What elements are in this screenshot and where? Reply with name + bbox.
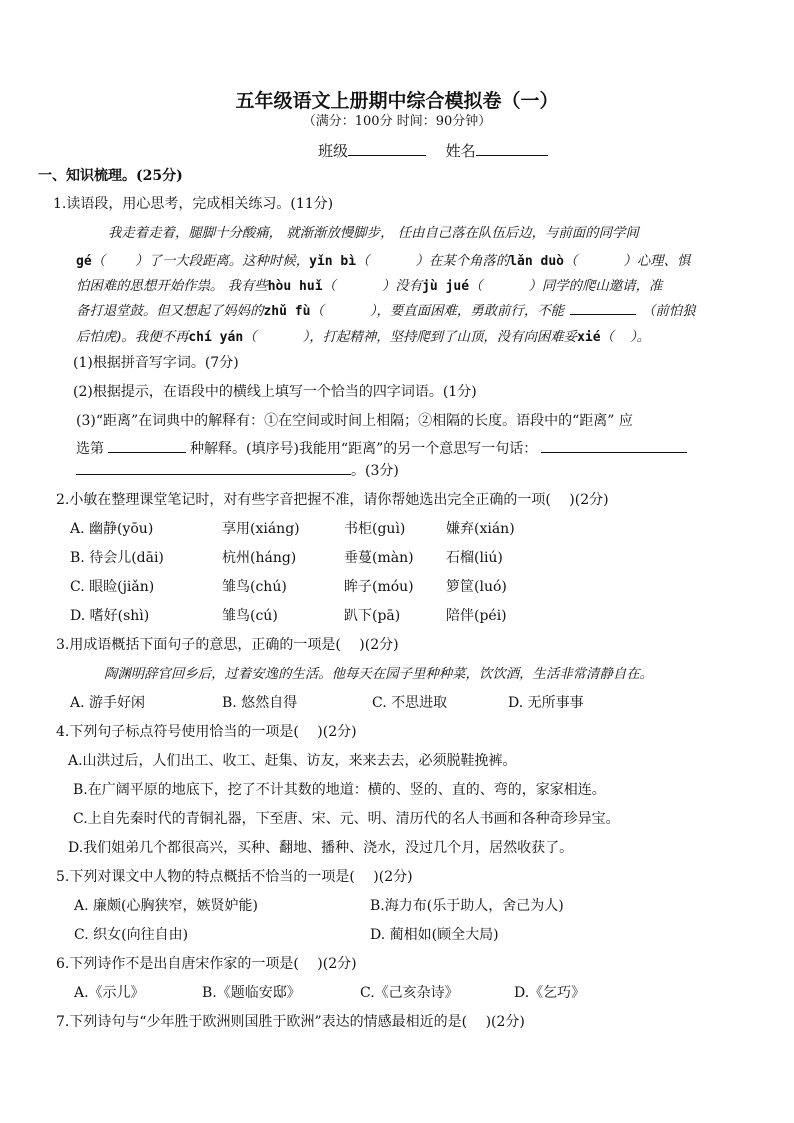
q2-option-c[interactable]: C. 眼睑(jiǎn) xyxy=(70,579,155,595)
q1-text: 备打退堂鼓。但又想起了妈妈的 xyxy=(76,304,264,319)
q6-stem: 6.下列诗作不是出自唐宋作家的一项是( )(2分) xyxy=(56,956,357,972)
sentence-blank-1[interactable] xyxy=(541,452,687,453)
q3-stem: 3.用成语概括下面句子的意思，正确的一项是( )(2分) xyxy=(56,637,399,653)
pinyin-houhui: hòu huǐ xyxy=(267,279,323,294)
q2-option-word: 箩筐(luó) xyxy=(446,579,507,595)
q4-stem: 4.下列句子标点符号使用恰当的一项是( )(2分) xyxy=(56,724,357,740)
q1-text: 种解释。(填序号)我能用“距离”的另一个意思写一句话： xyxy=(190,441,538,457)
q1-text: ）在某个角落的 xyxy=(415,254,510,269)
q1-text: ）了一大段距离。这种时候， xyxy=(135,254,310,269)
q6-option-c[interactable]: C.《己亥杂诗》 xyxy=(360,985,459,1001)
q1-text: ）心理、惧 xyxy=(623,254,691,269)
q2-option-word: 雏鸟(chú) xyxy=(222,579,287,595)
q1-text: 。(3分) xyxy=(351,463,399,479)
q1-text: 怕困难的思想开始作祟。 我有些 xyxy=(76,279,268,294)
q3-text: 陶渊明辞官回乡后，过着安逸的生活。他每天在园子里种种菜，饮饮酒，生活非常清静自在。 xyxy=(104,667,654,682)
q2-option-word: 雏鸟(cú) xyxy=(222,608,278,624)
q2-option-b[interactable]: B. 待会儿(dāi) xyxy=(70,550,164,566)
name-blank[interactable] xyxy=(476,141,548,156)
pinyin-jujue: jù jué xyxy=(422,279,470,294)
q1-sub3: (3)“距离”在词典中的解释有：①在空间或时间上相隔；②相隔的长度。语段中的“距离” 应 xyxy=(76,413,633,429)
q2-option-word: 享用(xiáng) xyxy=(222,521,300,537)
q1-text: （前怕狼 xyxy=(642,304,696,319)
q2-option-a[interactable]: A. 幽静(yōu) xyxy=(70,521,154,537)
q1-sub3-line3 xyxy=(76,460,399,480)
pinyin-landuo: lǎn duò xyxy=(509,254,565,269)
q4-option-b[interactable]: B.在广阔平原的地底下，挖了不计其数的地道：横的、竖的、直的、弯的，家家相连。 xyxy=(73,782,606,798)
page-subtitle: （满分：100分 时间：90分钟） xyxy=(302,114,492,129)
choice-blank[interactable] xyxy=(108,452,186,453)
pinyin-chiyan: chí yán xyxy=(188,330,244,345)
q1-para-line1: 我走着走着，腿脚十分酸痛， 就渐渐放慢脚步， 任由自己落在队伍后边，与前面的同学间 xyxy=(108,226,639,241)
q2-option-word: 垂蔓(màn) xyxy=(344,550,414,566)
q1-text: 选第 xyxy=(76,441,104,457)
q2-option-word: 陪伴(péi) xyxy=(446,608,507,624)
section-1-title: 一、知识梳理。(25分) xyxy=(38,168,183,184)
q1-text: ）同学的爬山邀请，准 xyxy=(528,279,663,294)
q5-option-a[interactable]: A. 廉颇(心胸狭窄，嫉贤妒能) xyxy=(74,898,258,914)
q2-stem: 2.小敏在整理课堂笔记时，对有些字音把握不准，请你帮她选出完全正确的一项( )(2分) xyxy=(56,492,609,508)
q2-option-word: 眸子(móu) xyxy=(344,579,414,595)
q1-stem: 1.读语段，用心思考，完成相关练习。(11分) xyxy=(53,196,334,212)
class-label: 班级 xyxy=(318,142,349,160)
q7-stem: 7.下列诗句与“少年胜于欧洲则国胜于欧洲”表达的情感最相近的是( )(2分) xyxy=(56,1014,525,1030)
q2-option-word: 石榴(liú) xyxy=(446,550,503,566)
q3-option-c[interactable]: C. 不思进取 xyxy=(372,695,448,711)
pinyin-yinbi: yǐn bì xyxy=(309,254,357,269)
q6-option-d[interactable]: D.《乞巧》 xyxy=(514,985,586,1001)
q4-option-c[interactable]: C.上自先秦时代的青铜礼器，下至唐、宋、元、明、清历代的名人书画和各种奇珍异宝。 xyxy=(73,811,620,827)
q5-option-d[interactable]: D. 蔺相如(顾全大局) xyxy=(370,927,499,943)
sentence-blank-2[interactable] xyxy=(76,474,351,475)
q5-option-b[interactable]: B.海力布(乐于助人，舍己为人) xyxy=(370,898,564,914)
q1-para-line2: gé（ ）了一大段距离。这种时候，yǐn bì（ ）在某个角落的lǎn duò（ ）心理、惧 xyxy=(76,254,691,269)
idiom-blank[interactable] xyxy=(570,314,636,315)
q1-text: 后怕虎)。我便不再 xyxy=(76,330,189,345)
q3-option-d[interactable]: D. 无所事事 xyxy=(508,695,584,711)
q1-sub3-line2 xyxy=(76,438,687,458)
pinyin-xie: xié xyxy=(577,330,601,345)
class-blank[interactable] xyxy=(348,141,426,156)
q4-option-a[interactable]: A.山洪过后，人们出工、收工、赶集、访友，来来去去，必须脱鞋挽裤。 xyxy=(68,753,517,769)
name-label: 姓名 xyxy=(445,142,476,160)
pinyin-ge: gé xyxy=(76,254,92,269)
q1-para-line3: 怕困难的思想开始作祟。 我有些hòu huǐ（ ）没有jù jué（ ）同学的爬山邀请，准 xyxy=(76,279,663,294)
q6-option-b[interactable]: B.《题临安邸》 xyxy=(202,985,301,1001)
q6-option-a[interactable]: A.《示儿》 xyxy=(74,985,145,1001)
q5-stem: 5.下列对课文中人物的特点概括不恰当的一项是( )(2分) xyxy=(56,869,413,885)
page-title: 五年级语文上册期中综合模拟卷（一） xyxy=(235,90,559,112)
q2-option-word: 趴下(pā) xyxy=(344,608,401,624)
q2-option-word: 嫌弃(xián) xyxy=(446,521,515,537)
q1-text: ），要直面困难，勇敢前行，不能 xyxy=(369,304,564,319)
q1-text: ）没有 xyxy=(381,279,423,294)
q3-option-a[interactable]: A. 游手好闲 xyxy=(70,695,146,711)
q2-option-word: 书柜(guì) xyxy=(344,521,406,537)
q1-sub2: (2)根据提示，在语段中的横线上填写一个恰当的四字词语。(1分) xyxy=(73,384,477,400)
q1-text: ）。 xyxy=(629,330,651,345)
q2-option-d[interactable]: D. 嗜好(shì) xyxy=(70,608,150,624)
q4-option-d[interactable]: D.我们姐弟几个都很高兴，买种、翻地、播种、浇水，没过几个月，居然收获了。 xyxy=(68,840,574,856)
class-name-row xyxy=(318,140,548,161)
q1-para-line5: 后怕虎)。我便不再chí yán（ ），打起精神，坚持爬到了山顶，没有向困难妥xié（ ）。 xyxy=(76,330,651,345)
q1-text: ），打起精神，坚持爬到了山顶，没有向困难妥 xyxy=(302,330,578,345)
q1-para-line4: 备打退堂鼓。但又想起了妈妈的zhǔ fù（ ），要直面困难，勇敢前行，不能 （前怕狼 xyxy=(76,304,696,319)
q2-option-word: 杭州(háng) xyxy=(222,550,297,566)
q5-option-c[interactable]: C. 织女(向往自由) xyxy=(74,927,189,943)
q3-option-b[interactable]: B. 悠然自得 xyxy=(222,695,298,711)
q1-sub1: (1)根据拼音写字词。(7分) xyxy=(73,355,239,371)
pinyin-zhufu: zhǔ fù xyxy=(263,304,311,319)
